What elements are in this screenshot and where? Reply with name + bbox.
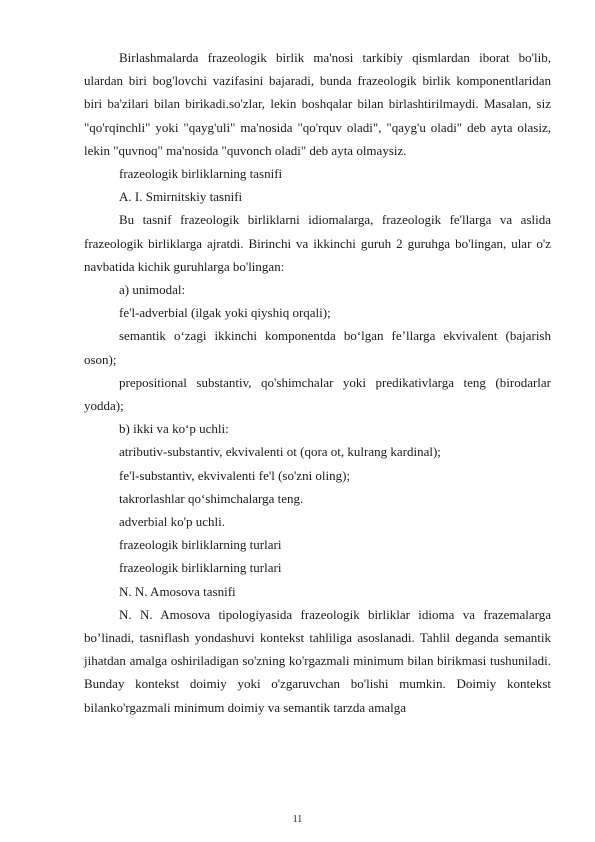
page-number: 11 xyxy=(292,814,303,825)
list-item: semantik o‘zagi ikkinchi komponentda bo‘lgan fe’llarga ekvivalent (bajarish oson); xyxy=(84,328,551,367)
heading-amosova: N. N. Amosova tasnifi xyxy=(119,583,236,599)
list-item: prepositional substantiv, qo'shimchalar yoki predikativlarga teng (birodarlar yodda); xyxy=(84,374,551,414)
list-item-multi: b) ikki va ko‘p uchli: xyxy=(119,421,229,437)
list-item: fe'l-substantiv, ekvivalenti fe'l (so'zni oling); xyxy=(119,467,351,483)
paragraph-amosova: N. N. Amosova tipologiyasida frazeologik birliklar idioma va frazemalarga bo’linadi, tasniflash yondashuvi kontekst tahliliga asoslanadi. Tahlil deganda semantik jihatdan amalga oshiriladigan so'zning ko'rgazmali minimum bilan birikmasi tushuniladi. Bunday kontekst doimiy yoki o'zgaruvchan bo'lishi mumkin. Doimiy kontekst bilanko'rgazmali minimum doimiy va semantik tarzda amalga xyxy=(84,606,551,715)
paragraph-intro: Birlashmalarda frazeologik birlik ma'nosi tarkibiy qismlardan iborat bo'lib, ulardan biri bog'lovchi vazifasini bajaradi, bunda frazeologik birlik komponentlaridan biri ba'zilari bilan birikadi.so'zlar, lekin boshqalar bilan birlashtirilmaydi. Masalan, siz "qo'rqinchli" yoki "qayg'uli" ma'nosida "qo'rquv oladi", "qayg'u oladi" deb ayta olasiz, lekin "quvnoq" ma'nosida "quvonch oladi" deb ayta olmaysiz. xyxy=(84,50,551,158)
list-item: takrorlashlar qo‘shimchalarga teng. xyxy=(119,490,304,506)
page-body xyxy=(84,46,551,719)
list-item: fe'l-adverbial (ilgak yoki qiyshiq orqali); xyxy=(119,305,331,321)
list-item: atributiv-substantiv, ekvivalenti ot (qora ot, kulrang kardinal); xyxy=(119,444,441,460)
heading-types: frazeologik birliklarning turlari xyxy=(119,560,282,576)
list-item-unimodal: a) unimodal: xyxy=(119,282,186,298)
paragraph-smirnitskiy: Bu tasnif frazeologik birliklarni idiomalarga, frazeologik fe'llarga va aslida frazeologik birliklarga ajratdi. Birinchi va ikkinchi guruh 2 guruhga bo'lingan, ular o'z navbatida kichik guruhlarga bo'lingan: xyxy=(84,212,551,274)
heading-smirnitskiy: A. I. Smirnitskiy tasnifi xyxy=(119,189,243,205)
heading-classification: frazeologik birliklarning tasnifi xyxy=(119,166,283,182)
list-item: adverbial ko'p uchli. xyxy=(119,514,225,530)
heading-types: frazeologik birliklarning turlari xyxy=(119,537,282,553)
